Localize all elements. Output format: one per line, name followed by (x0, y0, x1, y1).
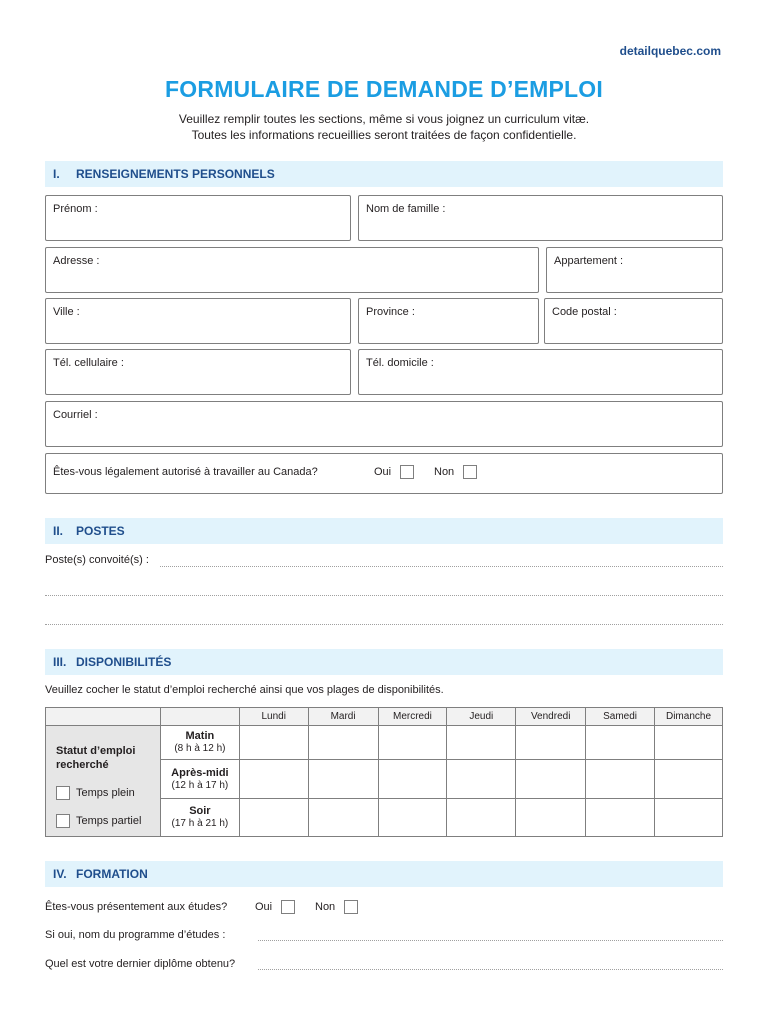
autorise-question: Êtes-vous légalement autorisé à travailler au Canada? (53, 466, 318, 478)
section-header-formation (45, 861, 723, 887)
slot-cell[interactable] (655, 760, 723, 799)
section-title: DISPONIBILITÉS (76, 655, 172, 669)
diplome-label: Quel est votre dernier diplôme obtenu? (45, 958, 236, 970)
slot-cell[interactable] (586, 726, 655, 760)
day-header: Dimanche (655, 708, 723, 726)
slot-cell[interactable] (655, 799, 723, 837)
etudes-question: Êtes-vous présentement aux études? (45, 901, 228, 913)
ville-field[interactable] (45, 298, 351, 344)
period-hours: (8 h à 12 h) (174, 743, 226, 754)
temps-partiel-label: Temps partiel (76, 814, 142, 827)
slot-cell[interactable] (308, 760, 378, 799)
slot-cell[interactable] (447, 799, 516, 837)
slot-cell[interactable] (516, 799, 586, 837)
nom-famille-field[interactable] (358, 195, 723, 241)
slot-cell[interactable] (586, 760, 655, 799)
slot-cell[interactable] (239, 726, 308, 760)
statut-title-line-2: recherché (56, 759, 109, 771)
slot-cell[interactable] (447, 726, 516, 760)
postes-input-line-2[interactable] (45, 595, 723, 596)
code-postal-field[interactable] (544, 298, 723, 344)
section-header-postes (45, 518, 723, 544)
appartement-field[interactable] (546, 247, 723, 293)
period-name: Matin (185, 730, 215, 742)
slot-cell[interactable] (447, 760, 516, 799)
period-name: Soir (189, 805, 211, 817)
period-matin (160, 726, 239, 760)
disponibilites-instruction: Veuillez cocher le statut d’emploi recherché ainsi que vos plages de disponibilités. (45, 684, 444, 696)
slot-cell[interactable] (308, 799, 378, 837)
temps-partiel-checkbox[interactable] (56, 814, 70, 828)
tel-cellulaire-label: Tél. cellulaire : (53, 357, 124, 369)
site-url[interactable]: detailquebec.com (619, 44, 721, 58)
day-header: Lundi (239, 708, 308, 726)
period-name: Après-midi (171, 766, 229, 779)
section-number: IV. (53, 867, 67, 881)
day-header: Mardi (308, 708, 378, 726)
courriel-label: Courriel : (53, 409, 98, 421)
slot-cell[interactable] (516, 726, 586, 760)
table-header-row (46, 708, 723, 726)
header-empty-cell (160, 708, 239, 726)
statut-title-line-1: Statut d’emploi (56, 745, 136, 757)
etudes-non-option[interactable] (315, 900, 358, 914)
postes-input-line-1[interactable] (160, 566, 723, 567)
temps-partiel-option[interactable] (56, 814, 150, 828)
section-header-disponibilites (45, 649, 723, 675)
autorise-oui-checkbox[interactable] (400, 465, 414, 479)
slot-cell[interactable] (308, 726, 378, 760)
day-header: Jeudi (447, 708, 516, 726)
intro-line-1: Veuillez remplir toutes les sections, même si vous joignez un curriculum vitæ. (178, 112, 590, 126)
slot-cell[interactable] (516, 760, 586, 799)
non-label: Non (315, 901, 336, 913)
ville-label: Ville : (53, 306, 80, 318)
section-number: I. (53, 167, 60, 181)
period-soir (160, 799, 239, 837)
postes-label: Poste(s) convoité(s) : (45, 554, 149, 566)
period-hours: (12 h à 17 h) (171, 779, 229, 791)
section-title: POSTES (76, 524, 125, 538)
section-number: III. (53, 655, 67, 669)
etudes-non-checkbox[interactable] (344, 900, 358, 914)
courriel-field[interactable] (45, 401, 723, 447)
day-header: Samedi (586, 708, 655, 726)
slot-cell[interactable] (239, 799, 308, 837)
day-header: Mercredi (378, 708, 447, 726)
province-label: Province : (366, 306, 415, 318)
table-row (46, 726, 723, 760)
period-hours: (17 h à 21 h) (171, 818, 229, 829)
availability-table (45, 707, 723, 837)
nom-famille-label: Nom de famille : (366, 203, 446, 215)
statut-title (56, 744, 150, 772)
prenom-field[interactable] (45, 195, 351, 241)
slot-cell[interactable] (378, 760, 447, 799)
tel-cellulaire-field[interactable] (45, 349, 351, 395)
postes-input-line-3[interactable] (45, 624, 723, 625)
slot-cell[interactable] (586, 799, 655, 837)
diplome-input-line[interactable] (258, 969, 723, 970)
intro-line-2: Toutes les informations recueillies seront traitées de façon confidentielle. (191, 128, 577, 142)
slot-cell[interactable] (239, 760, 308, 799)
autorise-non-option[interactable] (434, 465, 477, 479)
temps-plein-label: Temps plein (76, 786, 135, 799)
adresse-label: Adresse : (53, 255, 100, 267)
day-header: Vendredi (516, 708, 586, 726)
autorise-non-checkbox[interactable] (463, 465, 477, 479)
etudes-oui-option[interactable] (255, 900, 295, 914)
slot-cell[interactable] (378, 726, 447, 760)
province-field[interactable] (358, 298, 539, 344)
section-number: II. (53, 524, 64, 538)
section-title: RENSEIGNEMENTS PERSONNELS (76, 167, 275, 181)
statut-emploi-cell (46, 726, 161, 837)
autorise-travail-row (45, 453, 723, 494)
oui-label: Oui (374, 466, 392, 478)
temps-plein-option[interactable] (56, 786, 150, 800)
temps-plein-checkbox[interactable] (56, 786, 70, 800)
adresse-field[interactable] (45, 247, 539, 293)
tel-domicile-field[interactable] (358, 349, 723, 395)
slot-cell[interactable] (655, 726, 723, 760)
period-apres-midi (160, 760, 239, 799)
programme-label: Si oui, nom du programme d’études : (45, 929, 226, 941)
programme-input-line[interactable] (258, 940, 723, 941)
form-intro (0, 111, 768, 143)
non-label: Non (434, 466, 455, 478)
form-title: FORMULAIRE DE DEMANDE D’EMPLOI (165, 76, 603, 102)
autorise-oui-option[interactable] (374, 465, 414, 479)
section-title: FORMATION (76, 867, 148, 881)
appartement-label: Appartement : (554, 255, 624, 267)
prenom-label: Prénom : (53, 203, 98, 215)
slot-cell[interactable] (378, 799, 447, 837)
oui-label: Oui (255, 901, 273, 913)
etudes-oui-checkbox[interactable] (281, 900, 295, 914)
section-header-personal-info (45, 161, 723, 187)
header-empty-cell (46, 708, 161, 726)
code-postal-label: Code postal : (552, 306, 617, 318)
tel-domicile-label: Tél. domicile : (366, 357, 434, 369)
